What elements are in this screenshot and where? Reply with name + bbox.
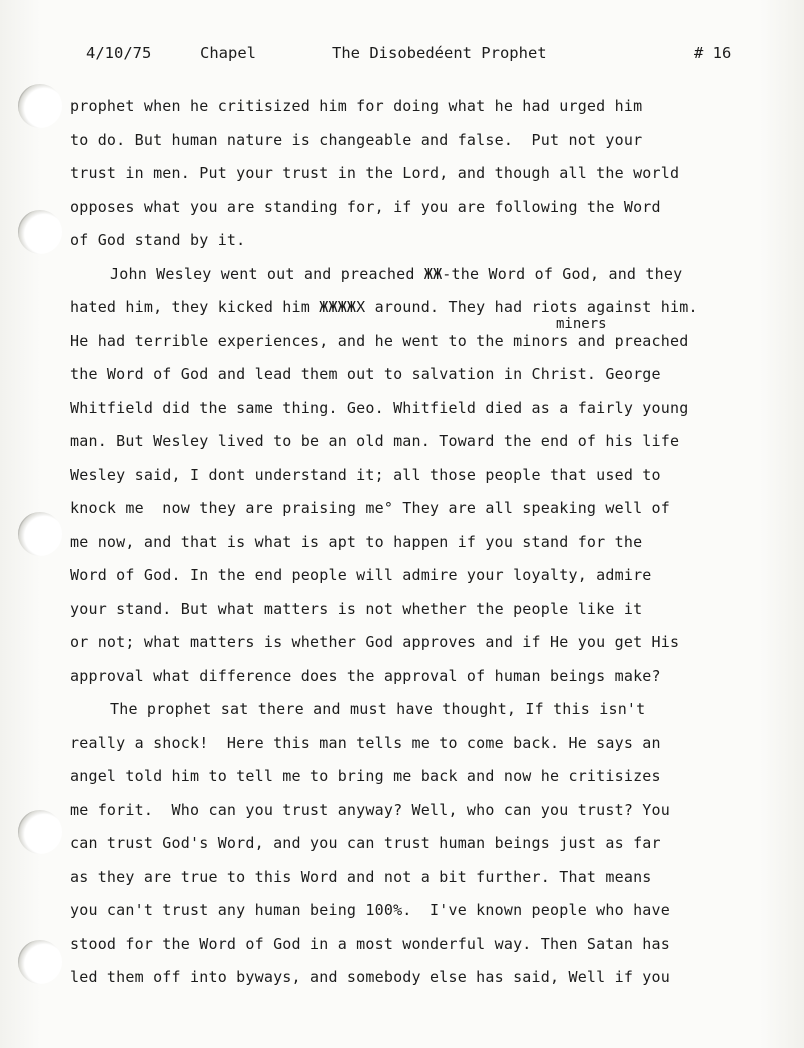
body-text bbox=[70, 94, 770, 999]
punch-hole bbox=[18, 940, 62, 984]
interlinear-correction: miners bbox=[556, 316, 607, 332]
text-line: approval what difference does the approval of human beings make? bbox=[70, 666, 661, 685]
text-line: the Word of God and lead them out to salvation in Christ. George bbox=[70, 365, 661, 383]
text-line: stood for the Word of God in a most wonderful way. Then Satan has bbox=[70, 934, 670, 953]
text-line: Word of God. In the end people will admire your loyalty, admire bbox=[70, 566, 652, 584]
text-line: to do. But human nature is changeable and false. Put not your bbox=[70, 130, 643, 149]
text-line: me forit. Who can you trust anyway? Well, who can you trust? You bbox=[70, 800, 670, 819]
text-line: prophet when he critisized him for doing what he had urged him bbox=[70, 97, 643, 115]
text-line: you can't trust any human being 100%. I've known people who have bbox=[70, 901, 670, 919]
text-line: of God stand by it. bbox=[70, 231, 246, 249]
text-line: hated him, they kicked him ЖЖЖЖX around. They had riots against him. bbox=[70, 298, 698, 316]
header-date: 4/10/75 bbox=[86, 44, 152, 62]
header-page-number: # 16 bbox=[694, 44, 732, 62]
header-title: The Disobedéent Prophet bbox=[332, 44, 547, 62]
text-line: Whitfield did the same thing. Geo. Whitfield died as a fairly young bbox=[70, 398, 689, 417]
text-line: really a shock! Here this man tells me to come back. He says an bbox=[70, 733, 661, 752]
punch-hole bbox=[18, 810, 62, 854]
text-line: can trust God's Word, and you can trust human beings just as far bbox=[70, 834, 661, 852]
page-header bbox=[86, 44, 746, 68]
punch-hole bbox=[18, 210, 62, 254]
text-line: led them off into byways, and somebody else has said, Well if you bbox=[70, 968, 670, 986]
punch-hole bbox=[18, 84, 62, 128]
text-line: trust in men. Put your trust in the Lord, and though all the world bbox=[70, 164, 680, 182]
text-line: John Wesley went out and preached ЖЖ-the Word of God, and they bbox=[110, 264, 683, 283]
header-venue: Chapel bbox=[200, 44, 256, 62]
text-line: angel told him to tell me to bring me back and now he critisizes bbox=[70, 767, 661, 785]
text-line: The prophet sat there and must have thought, If this isn't bbox=[110, 700, 646, 718]
text-line: Wesley said, I dont understand it; all those people that used to bbox=[70, 465, 661, 484]
text-line: as they are true to this Word and not a bit further. That means bbox=[70, 867, 652, 886]
punch-hole bbox=[18, 512, 62, 556]
text-line: knock me now they are praising me° They are all speaking well of bbox=[70, 499, 670, 517]
text-line: He had terrible experiences, and he went to the minors and preached bbox=[70, 331, 689, 350]
text-line: opposes what you are standing for, if you are following the Word bbox=[70, 197, 661, 216]
text-line: me now, and that is what is apt to happen if you stand for the bbox=[70, 532, 643, 551]
text-line: man. But Wesley lived to be an old man. Toward the end of his life bbox=[70, 432, 680, 450]
text-line: your stand. But what matters is not whether the people like it bbox=[70, 599, 643, 618]
text-line: or not; what matters is whether God approves and if He you get His bbox=[70, 633, 680, 651]
